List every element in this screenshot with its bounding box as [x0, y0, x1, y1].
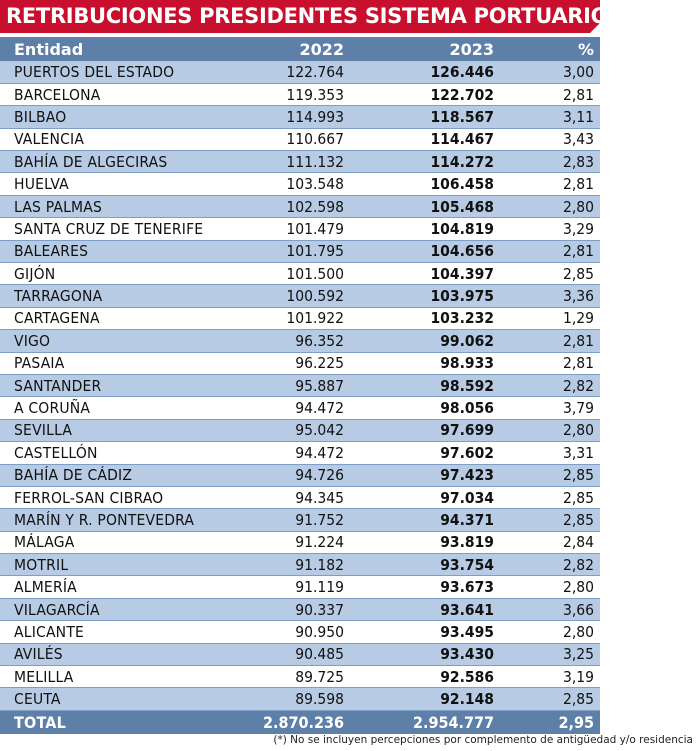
- table-row: [0, 509, 600, 531]
- cell-2023: 118.567: [350, 106, 500, 128]
- cell-2022: 91.182: [250, 554, 350, 576]
- cell-percent: 1,29: [500, 307, 600, 329]
- cell-entity: PUERTOS DEL ESTADO: [0, 61, 250, 83]
- cell-percent: 3,00: [500, 61, 600, 83]
- cell-entity: MARÍN Y R. PONTEVEDRA: [0, 509, 250, 531]
- cell-2023: 114.467: [350, 128, 500, 150]
- cell-2023: 104.656: [350, 240, 500, 262]
- cell-2023: 103.232: [350, 307, 500, 329]
- cell-entity: MELILLA: [0, 666, 250, 688]
- cell-2022: 95.042: [250, 419, 350, 441]
- cell-percent: 2,80: [500, 621, 600, 643]
- table-row: [0, 486, 600, 508]
- cell-2023: 97.699: [350, 419, 500, 441]
- cell-entity: BAHÍA DE ALGECIRAS: [0, 151, 250, 173]
- table-row: [0, 195, 600, 217]
- cell-2022: 94.726: [250, 464, 350, 486]
- cell-2023: 106.458: [350, 173, 500, 195]
- cell-entity: MOTRIL: [0, 554, 250, 576]
- cell-2022: 95.887: [250, 374, 350, 396]
- column-header-2023: 2023: [350, 37, 500, 61]
- cell-entity: ALICANTE: [0, 621, 250, 643]
- cell-2022: 94.472: [250, 397, 350, 419]
- cell-entity: CEUTA: [0, 688, 250, 710]
- cell-percent: 2,83: [500, 151, 600, 173]
- column-header-2022: 2022: [250, 37, 350, 61]
- table-row: [0, 285, 600, 307]
- cell-2023: 92.586: [350, 666, 500, 688]
- cell-2022: 96.352: [250, 330, 350, 352]
- cell-percent: 2,82: [500, 374, 600, 396]
- cell-percent: 2,85: [500, 263, 600, 285]
- cell-2022: 111.132: [250, 151, 350, 173]
- cell-2022: 89.598: [250, 688, 350, 710]
- table-row: [0, 598, 600, 620]
- cell-percent: 3,25: [500, 643, 600, 665]
- table-row: [0, 263, 600, 285]
- cell-2022: 101.922: [250, 307, 350, 329]
- cell-2023: 97.602: [350, 442, 500, 464]
- cell-entity: FERROL-SAN CIBRAO: [0, 486, 250, 508]
- cell-2023: 122.702: [350, 83, 500, 105]
- table-row: [0, 83, 600, 105]
- cell-percent: 3,11: [500, 106, 600, 128]
- salaries-table: [0, 37, 600, 734]
- cell-2022: 110.667: [250, 128, 350, 150]
- total-2023: 2.954.777: [350, 710, 500, 734]
- cell-percent: 3,19: [500, 666, 600, 688]
- cell-entity: CARTAGENA: [0, 307, 250, 329]
- cell-2022: 90.485: [250, 643, 350, 665]
- cell-entity: A CORUÑA: [0, 397, 250, 419]
- cell-2023: 92.148: [350, 688, 500, 710]
- cell-entity: AVILÉS: [0, 643, 250, 665]
- total-2022: 2.870.236: [250, 710, 350, 734]
- table-row: [0, 643, 600, 665]
- table-row: [0, 419, 600, 441]
- cell-2022: 89.725: [250, 666, 350, 688]
- cell-entity: VALENCIA: [0, 128, 250, 150]
- table-row: [0, 106, 600, 128]
- table-row: [0, 173, 600, 195]
- cell-2023: 98.592: [350, 374, 500, 396]
- cell-2022: 90.337: [250, 598, 350, 620]
- table-row: [0, 61, 600, 83]
- cell-2022: 90.950: [250, 621, 350, 643]
- cell-percent: 2,81: [500, 330, 600, 352]
- cell-2023: 105.468: [350, 195, 500, 217]
- cell-2022: 91.752: [250, 509, 350, 531]
- cell-2022: 101.479: [250, 218, 350, 240]
- cell-2023: 103.975: [350, 285, 500, 307]
- table-row: [0, 374, 600, 396]
- table-row: [0, 330, 600, 352]
- cell-entity: BARCELONA: [0, 83, 250, 105]
- cell-entity: GIJÓN: [0, 263, 250, 285]
- cell-2022: 91.119: [250, 576, 350, 598]
- cell-percent: 2,85: [500, 688, 600, 710]
- cell-2023: 97.423: [350, 464, 500, 486]
- cell-percent: 2,82: [500, 554, 600, 576]
- cell-2023: 93.641: [350, 598, 500, 620]
- cell-2023: 97.034: [350, 486, 500, 508]
- cell-entity: MÁLAGA: [0, 531, 250, 553]
- cell-percent: 3,79: [500, 397, 600, 419]
- page-title-text: RETRIBUCIONES PRESIDENTES SISTEMA PORTUARIO (euros): [6, 4, 699, 28]
- cell-percent: 2,81: [500, 240, 600, 262]
- cell-entity: TARRAGONA: [0, 285, 250, 307]
- cell-2022: 94.345: [250, 486, 350, 508]
- total-row: [0, 710, 600, 734]
- cell-2022: 91.224: [250, 531, 350, 553]
- table-header-row: [0, 37, 600, 61]
- cell-entity: CASTELLÓN: [0, 442, 250, 464]
- title-corner-decoration: [590, 23, 600, 33]
- cell-2023: 93.673: [350, 576, 500, 598]
- column-header-percent: %: [500, 37, 600, 61]
- cell-2022: 100.592: [250, 285, 350, 307]
- table-row: [0, 576, 600, 598]
- cell-percent: 2,80: [500, 419, 600, 441]
- cell-2023: 126.446: [350, 61, 500, 83]
- cell-2023: 93.430: [350, 643, 500, 665]
- table-row: [0, 621, 600, 643]
- cell-percent: 2,85: [500, 509, 600, 531]
- cell-entity: SANTA CRUZ DE TENERIFE: [0, 218, 250, 240]
- table-row: [0, 352, 600, 374]
- table-row: [0, 307, 600, 329]
- cell-percent: 2,84: [500, 531, 600, 553]
- cell-entity: LAS PALMAS: [0, 195, 250, 217]
- table-row: [0, 666, 600, 688]
- table-row: [0, 128, 600, 150]
- cell-2023: 93.819: [350, 531, 500, 553]
- cell-entity: SANTANDER: [0, 374, 250, 396]
- cell-2022: 96.225: [250, 352, 350, 374]
- cell-2023: 114.272: [350, 151, 500, 173]
- cell-2022: 103.548: [250, 173, 350, 195]
- cell-percent: 3,36: [500, 285, 600, 307]
- table-row: [0, 442, 600, 464]
- cell-percent: 3,29: [500, 218, 600, 240]
- table-row: [0, 218, 600, 240]
- cell-percent: 3,43: [500, 128, 600, 150]
- cell-2022: 122.764: [250, 61, 350, 83]
- cell-entity: VIGO: [0, 330, 250, 352]
- cell-percent: 2,80: [500, 195, 600, 217]
- cell-percent: 3,66: [500, 598, 600, 620]
- cell-2022: 101.500: [250, 263, 350, 285]
- cell-2023: 104.819: [350, 218, 500, 240]
- cell-entity: BILBAO: [0, 106, 250, 128]
- cell-entity: SEVILLA: [0, 419, 250, 441]
- cell-percent: 2,80: [500, 576, 600, 598]
- table-row: [0, 397, 600, 419]
- table-row: [0, 688, 600, 710]
- cell-2023: 104.397: [350, 263, 500, 285]
- table-body: [0, 61, 600, 710]
- column-header-entity: Entidad: [0, 37, 250, 61]
- cell-entity: HUELVA: [0, 173, 250, 195]
- cell-percent: 2,81: [500, 352, 600, 374]
- table-row: [0, 464, 600, 486]
- cell-2023: 93.495: [350, 621, 500, 643]
- cell-2023: 98.056: [350, 397, 500, 419]
- page-title: [0, 0, 699, 33]
- cell-2022: 94.472: [250, 442, 350, 464]
- cell-2023: 93.754: [350, 554, 500, 576]
- cell-percent: 2,81: [500, 83, 600, 105]
- cell-2023: 99.062: [350, 330, 500, 352]
- cell-entity: BAHÍA DE CÁDIZ: [0, 464, 250, 486]
- cell-2022: 114.993: [250, 106, 350, 128]
- cell-entity: VILAGARCÍA: [0, 598, 250, 620]
- cell-percent: 3,31: [500, 442, 600, 464]
- total-percent: 2,95: [500, 710, 600, 734]
- table-row: [0, 240, 600, 262]
- total-label: TOTAL: [0, 710, 250, 734]
- cell-percent: 2,81: [500, 173, 600, 195]
- cell-percent: 2,85: [500, 464, 600, 486]
- cell-2022: 102.598: [250, 195, 350, 217]
- cell-2022: 119.353: [250, 83, 350, 105]
- footnote: (*) No se incluyen percepciones por complemento de antigüedad y/o residencia: [273, 734, 693, 746]
- cell-percent: 2,85: [500, 486, 600, 508]
- cell-2022: 101.795: [250, 240, 350, 262]
- cell-entity: ALMERÍA: [0, 576, 250, 598]
- table-row: [0, 554, 600, 576]
- cell-2023: 94.371: [350, 509, 500, 531]
- table-row: [0, 151, 600, 173]
- table-row: [0, 531, 600, 553]
- cell-entity: PASAIA: [0, 352, 250, 374]
- cell-entity: BALEARES: [0, 240, 250, 262]
- cell-2023: 98.933: [350, 352, 500, 374]
